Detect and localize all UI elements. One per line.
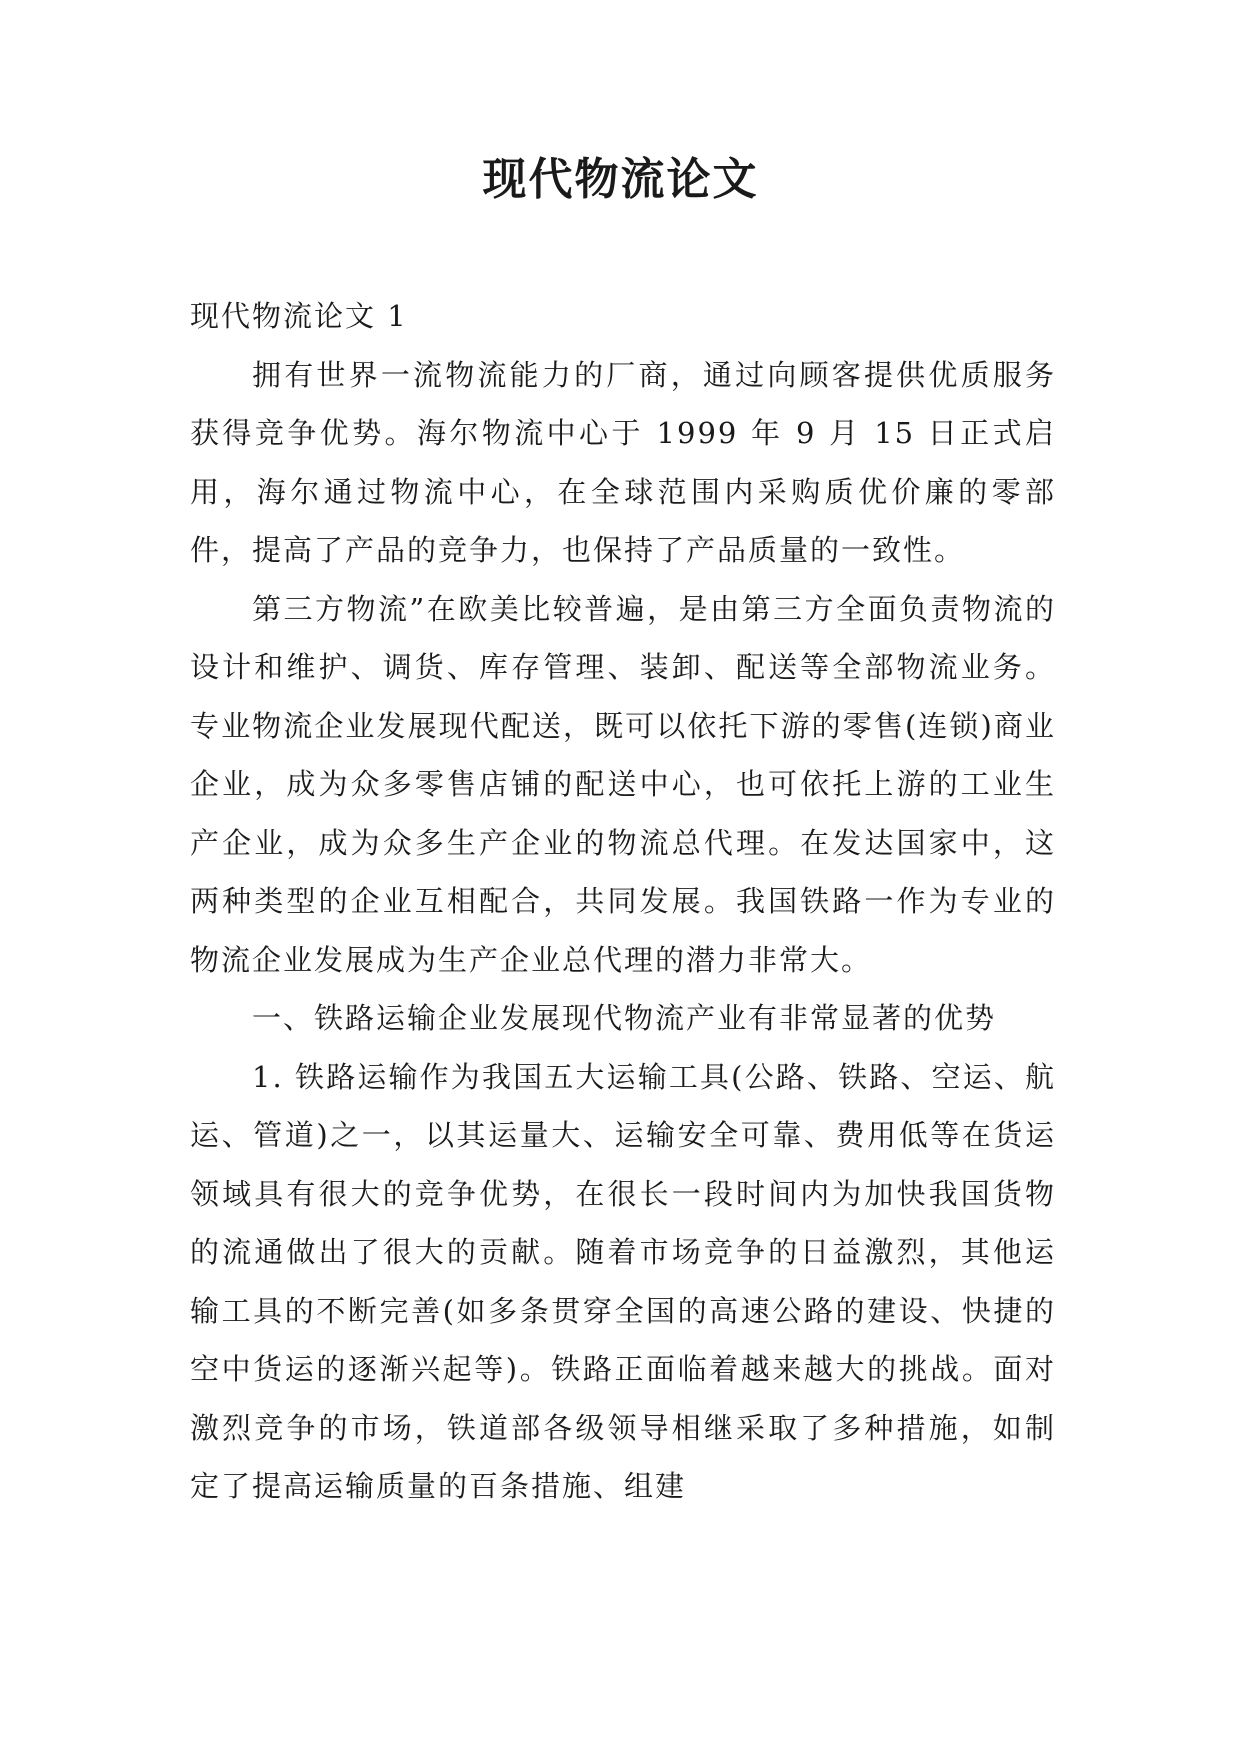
subheading-advantages: 一、铁路运输企业发展现代物流产业有非常显著的优势 bbox=[252, 1001, 997, 1035]
paragraph-3: 1. 铁路运输作为我国五大运输工具(公路、铁路、空运、航运、管道)之一，以其运量大、运输安全可靠、费用低等在货运领域具有很大的竞争优势，在很长一段时间内为加快我国货物的流通做出了很大的贡献。随着市场竞争的日益激烈，其他运输工具的不断完善(如多条贯穿全国的高速公路的建设、快捷的空中货运的逐渐兴起等)。铁路正面临着越来越大的挑战。面对激烈竞争的市场，铁道部各级领导相继采取了多种措施，如制定了提高运输质量的百条措施、组建 bbox=[190, 1059, 1056, 1503]
document-body bbox=[190, 287, 1056, 1516]
paragraph-1: 拥有世界一流物流能力的厂商，通过向顾客提供优质服务获得竞争优势。海尔物流中心于 1999 年 9 月 15 日正式启用，海尔通过物流中心，在全球范围内采购质优价廉的零部件，提高了产品的竞争力，也保持了产品质量的一致性。 bbox=[190, 357, 1056, 567]
paragraph-2: 第三方物流”在欧美比较普遍，是由第三方全面负责物流的设计和维护、调货、库存管理、装卸、配送等全部物流业务。专业物流企业发展现代配送，既可以依托下游的零售(连锁)商业企业，成为众多零售店铺的配送中心，也可依托上游的工业生产企业，成为众多生产企业的物流总代理。在发达国家中，这两种类型的企业互相配合，共同发展。我国铁路一作为专业的物流企业发展成为生产企业总代理的潜力非常大。 bbox=[190, 591, 1056, 977]
document-title: 现代物流论文 bbox=[482, 154, 759, 205]
section-heading: 现代物流论文 1 bbox=[190, 299, 408, 333]
